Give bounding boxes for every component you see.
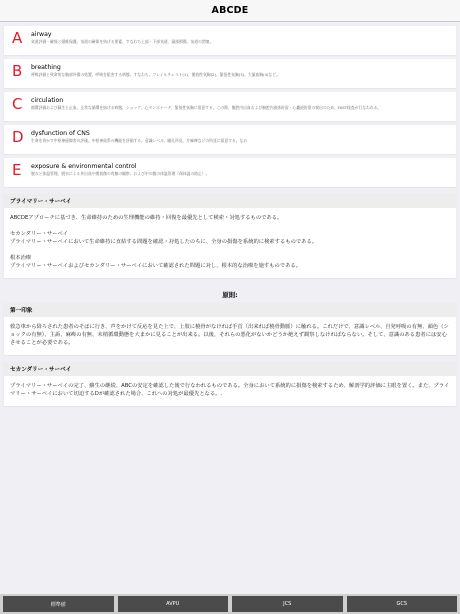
page-title: ABCDE (211, 5, 249, 16)
abcde-name: airway (31, 31, 52, 38)
section-paragraph: ABCDEアプローチに基づき、生命維持のための生理機能の維持・回復を最優先として検索・対処するものである。 (10, 215, 283, 221)
principles-title: 原則: (222, 291, 238, 299)
tab-bar (0, 594, 460, 614)
main-content (4, 26, 456, 406)
subheading: セカンダリー・サーベイ (10, 231, 69, 237)
abcde-letter: D (12, 128, 24, 146)
abcde-desc: 脱衣と体温管理。脱衣による外出血や開放創の有無の観察、および中の腹の体温管理（保体温の防止）。 (31, 171, 210, 176)
nav-bar (0, 0, 460, 22)
paragraph-text: プライマリー・サーベイおよびセカンダリー・サーベイにおいて確認された問題に対し、根本的な治療を施すものである。 (10, 263, 301, 269)
abcde-card-b[interactable] (4, 59, 456, 88)
paragraph-text: プライマリー・サーベイにおいて生命維持に直結する問題を確認・対処したのちに、全身の損傷を系統的に検索するものである。 (10, 239, 318, 245)
abcde-card-e[interactable] (4, 158, 456, 187)
secondary-survey-section (4, 362, 456, 406)
abcde-name: breathing (31, 64, 61, 71)
abcde-card-a[interactable] (4, 26, 456, 55)
section-paragraph (10, 230, 450, 246)
abcde-letter: E (12, 161, 22, 179)
abcde-desc: 循環評価および蘇生と止血。正常な循環を妨げる病態、ショック、心タンポナーデ、緊張性気胸に留意する。この際、腹腔内出血および胸腔内液体貯留・心嚢液貯留の検出のため、FAST検査が行なわれる。 (31, 105, 382, 110)
tab-jcs[interactable]: JCS (232, 596, 343, 612)
first-impression-section (4, 303, 456, 355)
abcde-card-c[interactable] (4, 92, 456, 121)
abcde-desc: 気道評価・確保と頸椎保護。気道の確保を妨げる要素、すなわち上部・下部気道、頭部損傷、気道の閉塞。 (31, 39, 214, 44)
section-heading: プライマリー・サーベイ (4, 194, 456, 208)
abcde-name: circulation (31, 97, 64, 104)
tab-gcs[interactable]: GCS (347, 596, 458, 612)
abcde-letter: A (12, 29, 23, 47)
abcde-desc: 呼吸評価と致命的な胸部外傷の処置。呼吸を阻害する病態、すなわち、フレイルチェスト(1)、開放性気胸(2)、緊張性気胸(3)、大量血胸(4)など。 (31, 72, 280, 77)
abcde-desc: 生命を脅かす中枢神経障害の評価。中枢神経系の機能を評価する。意識レベル、瞳孔所見、片麻痺などの所見に留意する。なお (31, 138, 248, 143)
section-paragraph: 救急車から降ろされた患者のそばに行き、声をかけて反応を見た上で、上肢に橈骨がなければ手首（出来れば橈骨動脈）に触れる。これだけで、意識レベル、自発呼吸の有無、顔色（ショックの有無）、主訴、麻痺の有無、末梢循環動態を大まかに見ることが出来る。以後、それらの悪化がないかどうか絶えず観察しなければならない。そして、意識のある患者には安心させることが必要である。 (10, 324, 449, 346)
abcde-name: exposure & environmental control (31, 163, 137, 170)
abcde-letter: B (12, 62, 23, 80)
section-heading: セカンダリー・サーベイ (4, 362, 456, 376)
section-heading: 第一印象 (4, 303, 456, 317)
primary-survey-section (4, 194, 456, 278)
abcde-name: dysfunction of CNS (31, 130, 90, 137)
subheading: 根本治療 (10, 255, 32, 261)
section-paragraph: プライマリー・サーベイの完了、蘇生の継続、ABCの安定を確認した後で行なわれるものである。全身において系統的に損傷を検索するため、解剖学的評価に主眼を置く。また、プライマリー・サーベイにおいて切迫するDが確認された場合、これへの対処が最優先となる。. (10, 383, 450, 397)
abcde-card-d[interactable] (4, 125, 456, 154)
section-paragraph (10, 254, 450, 270)
tab-avpu[interactable]: AVPU (118, 596, 229, 612)
abcde-letter: C (12, 95, 23, 113)
tab-standard-values[interactable]: 標準値 (3, 596, 114, 612)
